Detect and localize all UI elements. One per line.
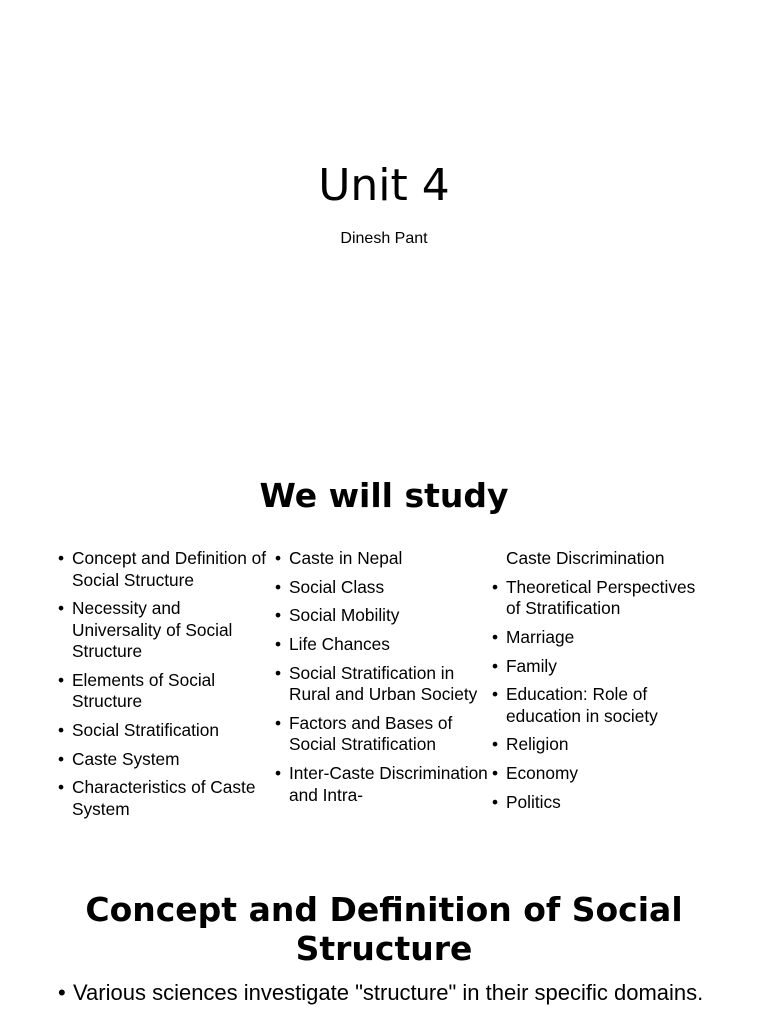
slide-heading: Concept and Definition of Social Structure xyxy=(85,890,683,968)
topic-item: • Social Stratification in Rural and Urban Society xyxy=(275,663,489,706)
list-item: • Various sciences investigate "structure" in their specific domains. xyxy=(58,982,718,1004)
bullet-list xyxy=(58,982,718,1004)
topic-item: • Caste in Nepal xyxy=(275,548,489,570)
topic-item: • Necessity and Universality of Social Structure xyxy=(58,598,272,663)
topic-item: • Economy xyxy=(492,763,706,785)
topic-item: • Education: Role of education in society xyxy=(492,684,706,727)
title-slide xyxy=(0,0,768,432)
topic-item: Caste Discrimination xyxy=(506,548,665,568)
slide-heading: We will study xyxy=(259,476,509,515)
topic-item: • Social Mobility xyxy=(275,605,489,627)
topic-item: • Religion xyxy=(492,734,706,756)
concept-slide xyxy=(0,864,768,1024)
slide-title: Unit 4 xyxy=(318,160,450,211)
topic-item: • Marriage xyxy=(492,627,706,649)
topics-slide xyxy=(0,432,768,864)
topics-column-3 xyxy=(492,548,706,821)
topic-item: • Politics xyxy=(492,792,706,814)
topic-item: • Inter-Caste Discrimination and Intra- xyxy=(275,763,489,806)
topic-item: • Theoretical Perspectives of Stratification xyxy=(492,577,706,620)
topic-item: • Life Chances xyxy=(275,634,489,656)
topic-item: • Caste System xyxy=(58,749,272,771)
topic-item: • Social Class xyxy=(275,577,489,599)
topic-item: • Family xyxy=(492,656,706,678)
topics-column-2 xyxy=(275,548,489,813)
topic-item: • Elements of Social Structure xyxy=(58,670,272,713)
author-name: Dinesh Pant xyxy=(340,230,428,247)
topic-item: • Concept and Definition of Social Structure xyxy=(58,548,272,591)
topic-item: • Characteristics of Caste System xyxy=(58,777,272,820)
topic-item: • Factors and Bases of Social Stratification xyxy=(275,713,489,756)
topic-item: • Social Stratification xyxy=(58,720,272,742)
topics-column-1 xyxy=(58,548,272,828)
